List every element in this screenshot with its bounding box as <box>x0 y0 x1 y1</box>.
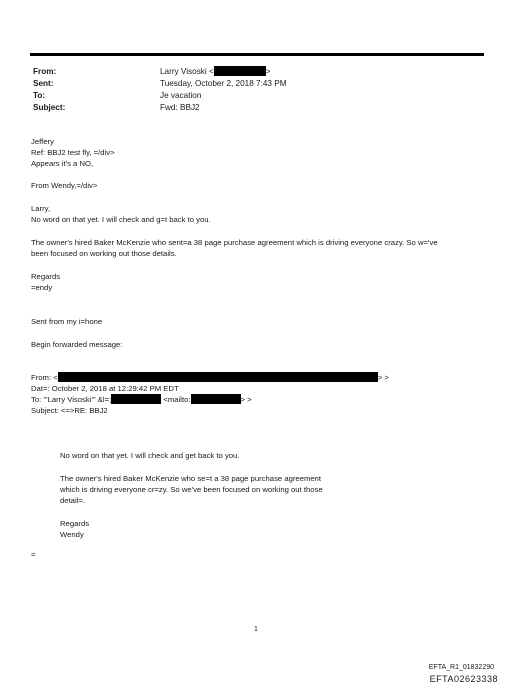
redaction-block <box>191 394 241 404</box>
body-line: The owner's hired Baker McKenzie who sent=a 38 page purchase agreement which is driving everyone crazy. So w='ve <box>31 238 438 247</box>
header-rule <box>30 53 484 56</box>
from-value <box>160 66 271 78</box>
fwd-to-suffix: > > <box>240 395 252 404</box>
fwd-to-line <box>31 394 252 405</box>
fwd-date-line: Dat=: October 2, 2018 at 12:29:42 PM EDT <box>31 384 179 393</box>
quoted-line: which is driving everyone cr=zy. So we've been focused on working out those <box>60 485 323 494</box>
body-line: Ref: BBJ2 test fly, =/div> <box>31 148 115 157</box>
quoted-line: The owner's hired Baker McKenzie who se=t a 38 page purchase agreement <box>60 474 322 483</box>
to-value: Je vacation <box>160 91 202 100</box>
footer-ref: EFTA_R1_01832290 <box>428 664 494 671</box>
body-line: Begin forwarded message: <box>31 340 123 349</box>
redaction-block <box>111 394 161 404</box>
sent-value: Tuesday, October 2, 2018 7:43 PM <box>160 79 287 88</box>
fwd-to-mailto: <mailto: <box>163 395 191 404</box>
subject-value: Fwd: BBJ2 <box>160 103 200 112</box>
from-name: Larry Visoski < <box>160 67 214 76</box>
body-line: Regards <box>31 272 61 281</box>
body-line: Larry, <box>31 204 51 213</box>
from-label: From: <box>33 67 57 76</box>
body-line: Jeffery <box>31 137 54 146</box>
body-line: From Wendy,=/div> <box>31 181 98 190</box>
to-label: To: <box>33 91 46 100</box>
fwd-from-line <box>31 372 389 383</box>
from-close: > <box>265 67 271 76</box>
body-line: No word on that yet. I will check and g=t back to you. <box>31 215 211 224</box>
redaction-block <box>58 372 378 382</box>
subject-label: Subject: <box>33 103 66 112</box>
body-line: Appears it's a NO, <box>31 159 94 168</box>
fwd-from-prefix: From: < <box>31 373 58 382</box>
redaction-block <box>214 66 266 76</box>
body-line: =endy <box>31 283 53 292</box>
footer-id: EFTA02623338 <box>429 674 498 684</box>
body-line: Sent from my i=hone <box>31 317 103 326</box>
quoted-line: detail=. <box>60 496 86 505</box>
sent-label: Sent: <box>33 79 54 88</box>
equals-mark: = <box>31 550 36 559</box>
fwd-to-prefix: To: "'Larry Visoski'" &l=; <box>31 395 112 404</box>
body-line: been focused on working out those details. <box>31 249 177 258</box>
fwd-from-suffix: > > <box>377 373 389 382</box>
quoted-line: Wendy <box>60 530 84 539</box>
fwd-subject-line: Subject: <=>RE: BBJ2 <box>31 406 108 415</box>
page-number: 1 <box>254 626 258 633</box>
quoted-line: No word on that yet. I will check and get back to you. <box>60 451 240 460</box>
quoted-line: Regards <box>60 519 90 528</box>
